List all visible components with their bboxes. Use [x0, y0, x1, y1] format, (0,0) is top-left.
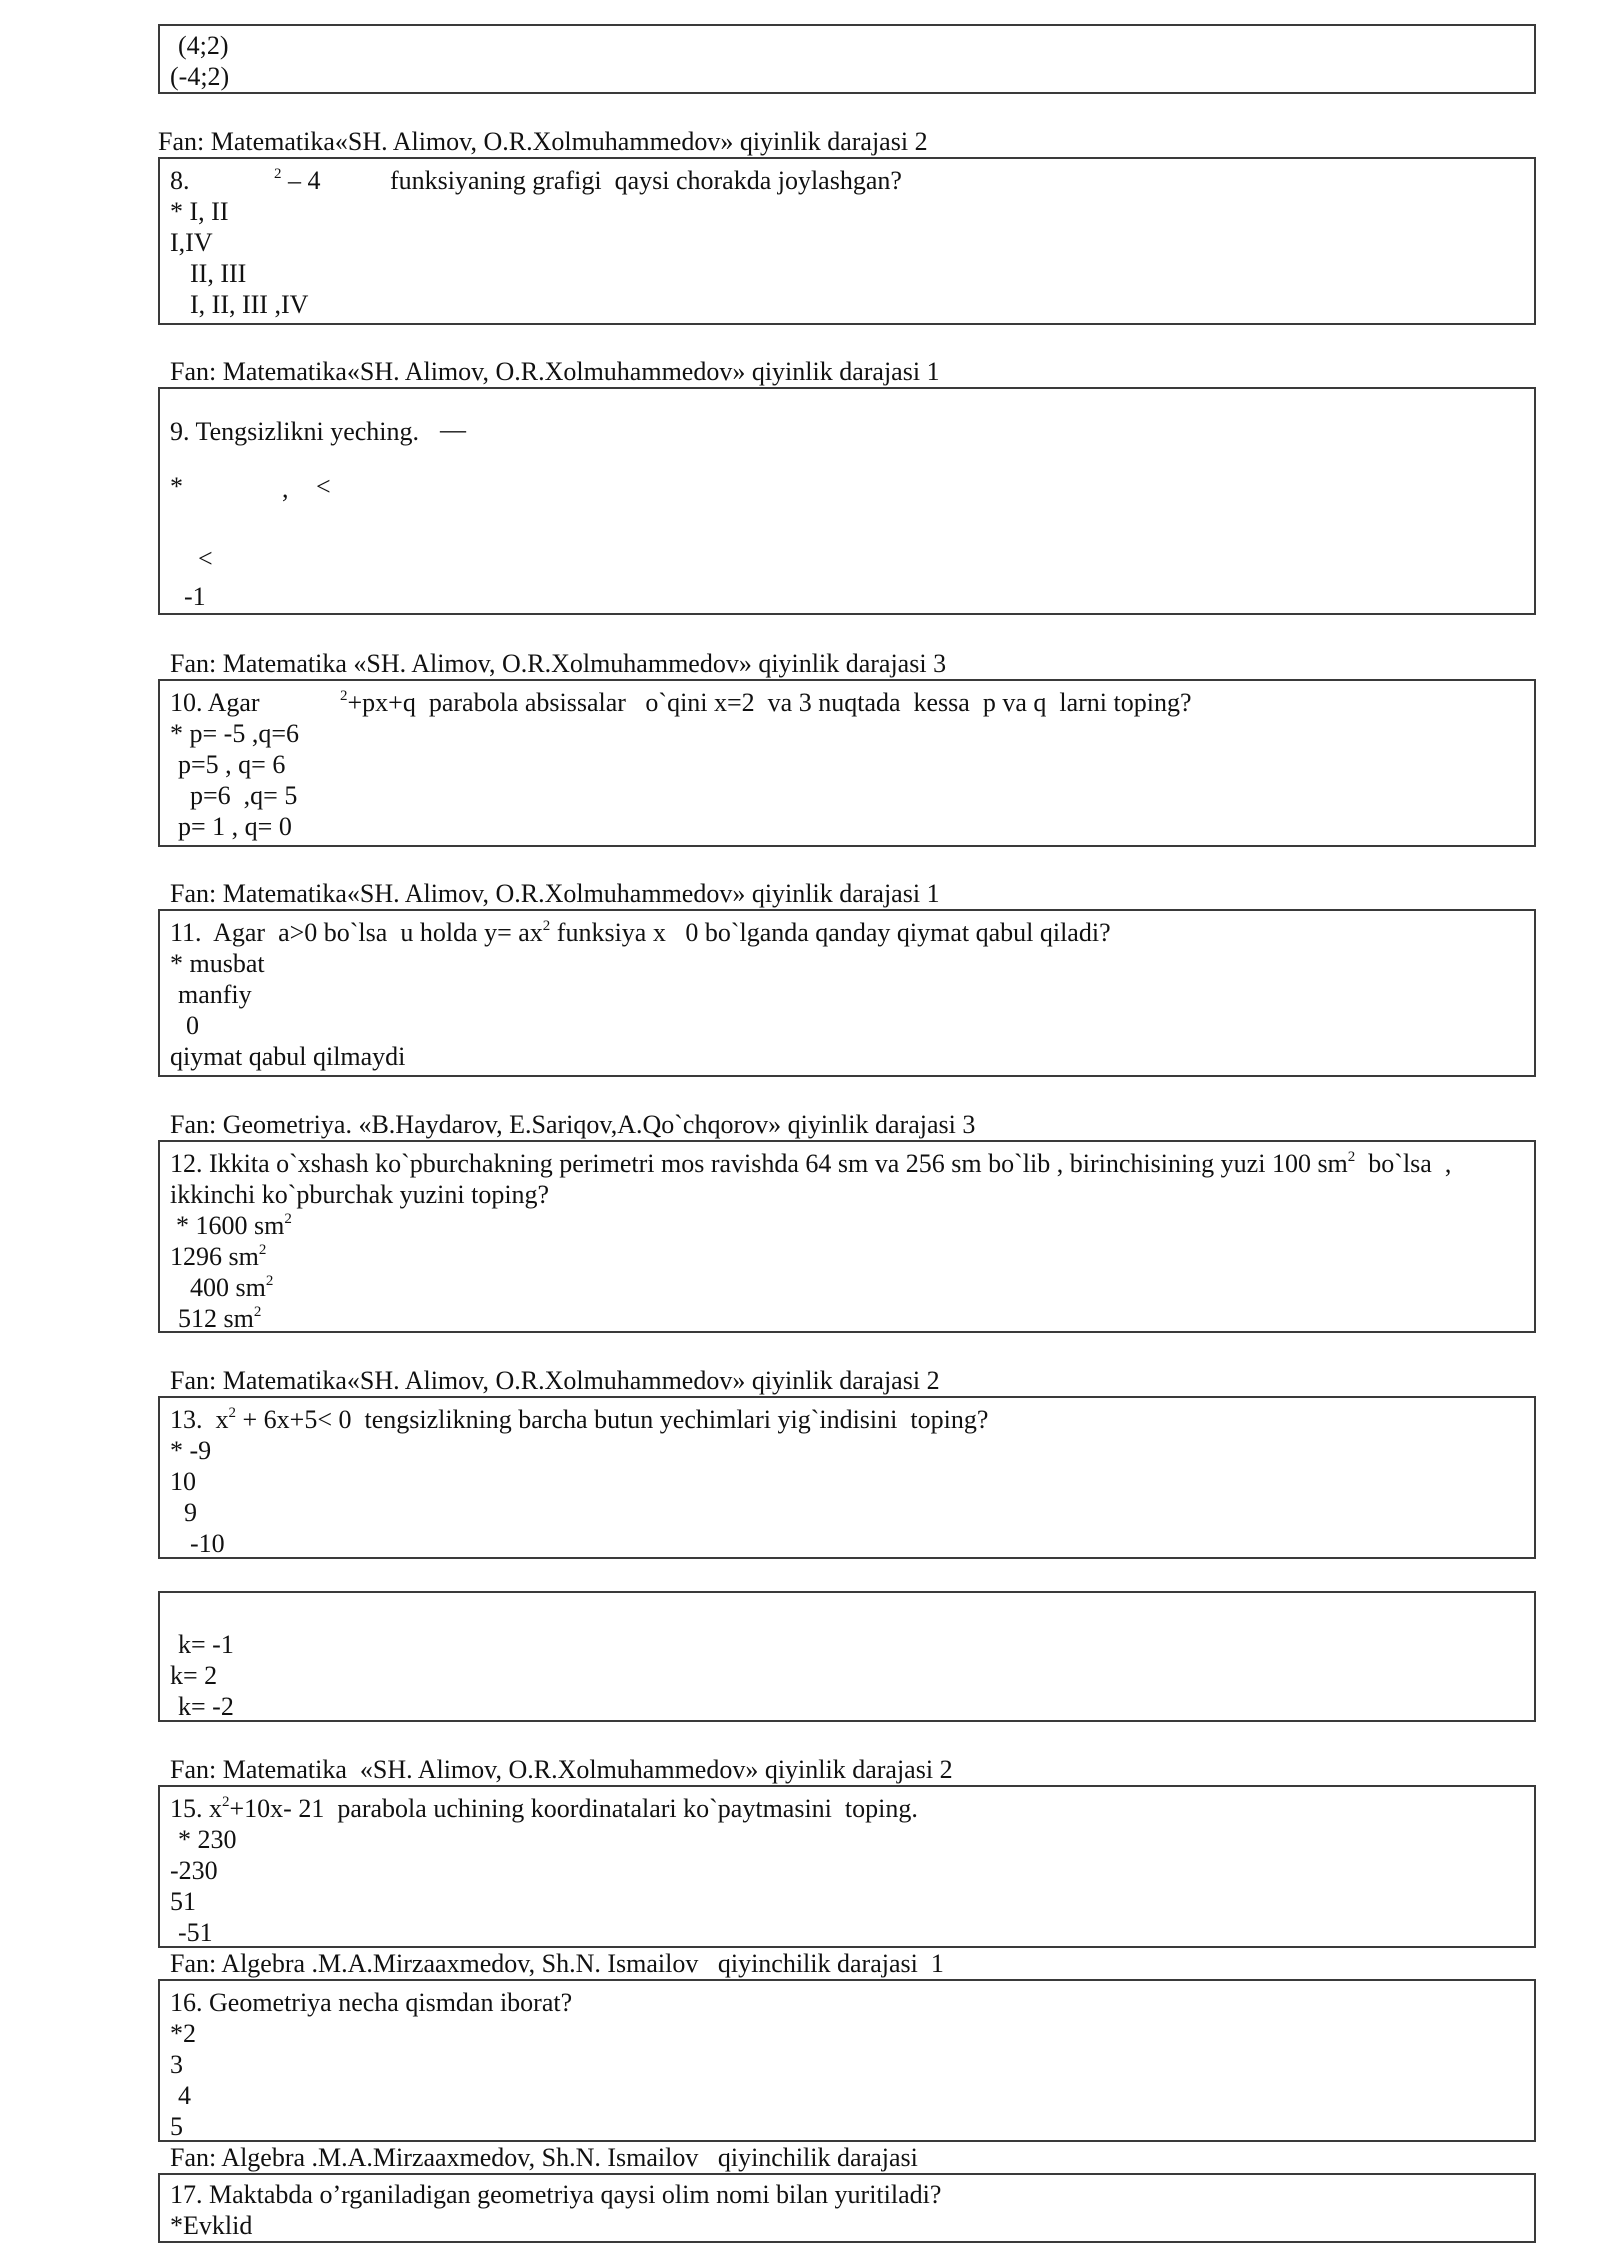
question-number: 8. [170, 166, 190, 195]
option-4: p= 1 , q= 0 [178, 812, 292, 841]
formula-fragment: $^2$ – 4 [274, 166, 321, 195]
option-1: * I, II [170, 197, 229, 226]
option-1: * musbat [170, 949, 265, 978]
option-1: * p= -5 ,q=6 [170, 719, 299, 748]
option-2: 1296 $sm^2$ [170, 1242, 267, 1271]
subject-header-17: Fan: Algebra .M.A.Mirzaaxmedov, Sh.N. Ismailov qiyinchilik darajasi [170, 2143, 918, 2172]
question-text: 16. Geometriya necha qismdan iborat? [170, 1988, 573, 2017]
option-3: p=6 ,q= 5 [190, 781, 298, 810]
question-line-2: ikkinchi ko`pburchak yuzini toping? [170, 1180, 550, 1209]
option-1: * 230 [178, 1825, 237, 1854]
option-2: manfiy [178, 980, 252, 1009]
question-text: funksiyaning grafigi qaysi chorakda joylashgan? [390, 166, 902, 195]
question-text: $^2$+px+q parabola absissalar o`qini x=2 va 3 nuqtada kessa p va q larni toping? [340, 688, 1192, 717]
question-box-16 [158, 1979, 1536, 2142]
option-2: k= 2 [170, 1661, 218, 1690]
option-3: -1 [184, 582, 206, 611]
option-1: *Evklid [170, 2211, 253, 2240]
question-prefix: 10. Agar [170, 688, 260, 717]
option-4: qiymat qabul qilmaydi [170, 1042, 406, 1071]
option-2: 3 [170, 2050, 183, 2079]
question-line-1: 12. Ikkita o`xshash ko`pburchakning perimetri mos ravishda 64 sm va 256 sm bo`lib , birinchisining yuzi 100 $sm^2$ bo`lsa , [170, 1149, 1452, 1178]
option-1-less-than: < [316, 472, 331, 501]
option-1-marker: * [170, 472, 183, 501]
option-3: II, III [190, 259, 247, 288]
option-4: -10 [190, 1529, 225, 1558]
option-1: * -9 [170, 1436, 212, 1465]
option-4: 5 [170, 2112, 183, 2141]
option-3: k= -2 [178, 1692, 234, 1721]
option-4: -51 [178, 1918, 213, 1947]
question-text: 13. $x^2 + 6x+5< 0$ tengsizlikning barcha butun yechimlari yig`indisini toping? [170, 1405, 989, 1434]
option-2: (-4;2) [170, 62, 230, 91]
subject-header-15: Fan: Matematika «SH. Alimov, O.R.Xolmuhammedov» qiyinlik darajasi 2 [170, 1755, 953, 1784]
option-2-less-than: < [198, 544, 213, 573]
subject-header-16: Fan: Algebra .M.A.Mirzaaxmedov, Sh.N. Ismailov qiyinchilik darajasi 1 [170, 1949, 944, 1978]
subject-header-11: Fan: Matematika«SH. Alimov, O.R.Xolmuhammedov» qiyinlik darajasi 1 [170, 879, 940, 908]
question-text: 11. Agar a>0 bo`lsa u holda $y= ax^2$ funksiya x 0 bo`lganda qanday qiymat qabul qiladi? [170, 918, 1111, 947]
option-2: I,IV [170, 228, 213, 257]
question-box-7 [158, 24, 1536, 94]
question-box-17 [158, 2173, 1536, 2243]
option-3: 4 [178, 2081, 191, 2110]
question-box-12 [158, 1140, 1536, 1333]
fraction-bar: — [440, 415, 466, 444]
question-box-9 [158, 387, 1536, 615]
question-text: 17. Maktabda o’rganiladigan geometriya qaysi olim nomi bilan yuritiladi? [170, 2180, 942, 2209]
subject-header-8: Fan: Matematika«SH. Alimov, O.R.Xolmuhammedov» qiyinlik darajasi 2 [158, 127, 928, 156]
option-1-comma: , [282, 474, 289, 503]
option-1: *2 [170, 2019, 196, 2048]
question-box-10 [158, 679, 1536, 847]
option-1: (4;2) [178, 31, 229, 60]
question-text: 9. Tengsizlikni yeching. [170, 417, 419, 446]
option-3: 51 [170, 1887, 196, 1916]
question-box-15 [158, 1785, 1536, 1948]
subject-header-9: Fan: Matematika«SH. Alimov, O.R.Xolmuhammedov» qiyinlik darajasi 1 [170, 357, 940, 386]
option-1: k= -1 [178, 1630, 234, 1659]
option-4: I, II, III ,IV [190, 290, 309, 319]
option-2: p=5 , q= 6 [178, 750, 286, 779]
question-box-13 [158, 1396, 1536, 1559]
question-box-8 [158, 157, 1536, 325]
option-1: * 1600 $sm^2$ [176, 1211, 292, 1240]
option-2: -230 [170, 1856, 218, 1885]
option-3: 400 $sm^2$ [190, 1273, 274, 1302]
option-4: 512 $sm^2$ [178, 1304, 262, 1333]
question-text: 15. $x^2+10x-$ 21 parabola uchining koordinatalari ko`paytmasini toping. [170, 1794, 918, 1823]
option-3: 0 [186, 1011, 199, 1040]
subject-header-13: Fan: Matematika«SH. Alimov, O.R.Xolmuhammedov» qiyinlik darajasi 2 [170, 1366, 940, 1395]
question-box-11 [158, 909, 1536, 1077]
option-3: 9 [184, 1498, 197, 1527]
subject-header-10: Fan: Matematika «SH. Alimov, O.R.Xolmuhammedov» qiyinlik darajasi 3 [170, 649, 947, 678]
option-2: 10 [170, 1467, 196, 1496]
subject-header-12: Fan: Geometriya. «B.Haydarov, E.Sariqov,A.Qo`chqorov» qiyinlik darajasi 3 [170, 1110, 976, 1139]
question-box-14 [158, 1591, 1536, 1722]
